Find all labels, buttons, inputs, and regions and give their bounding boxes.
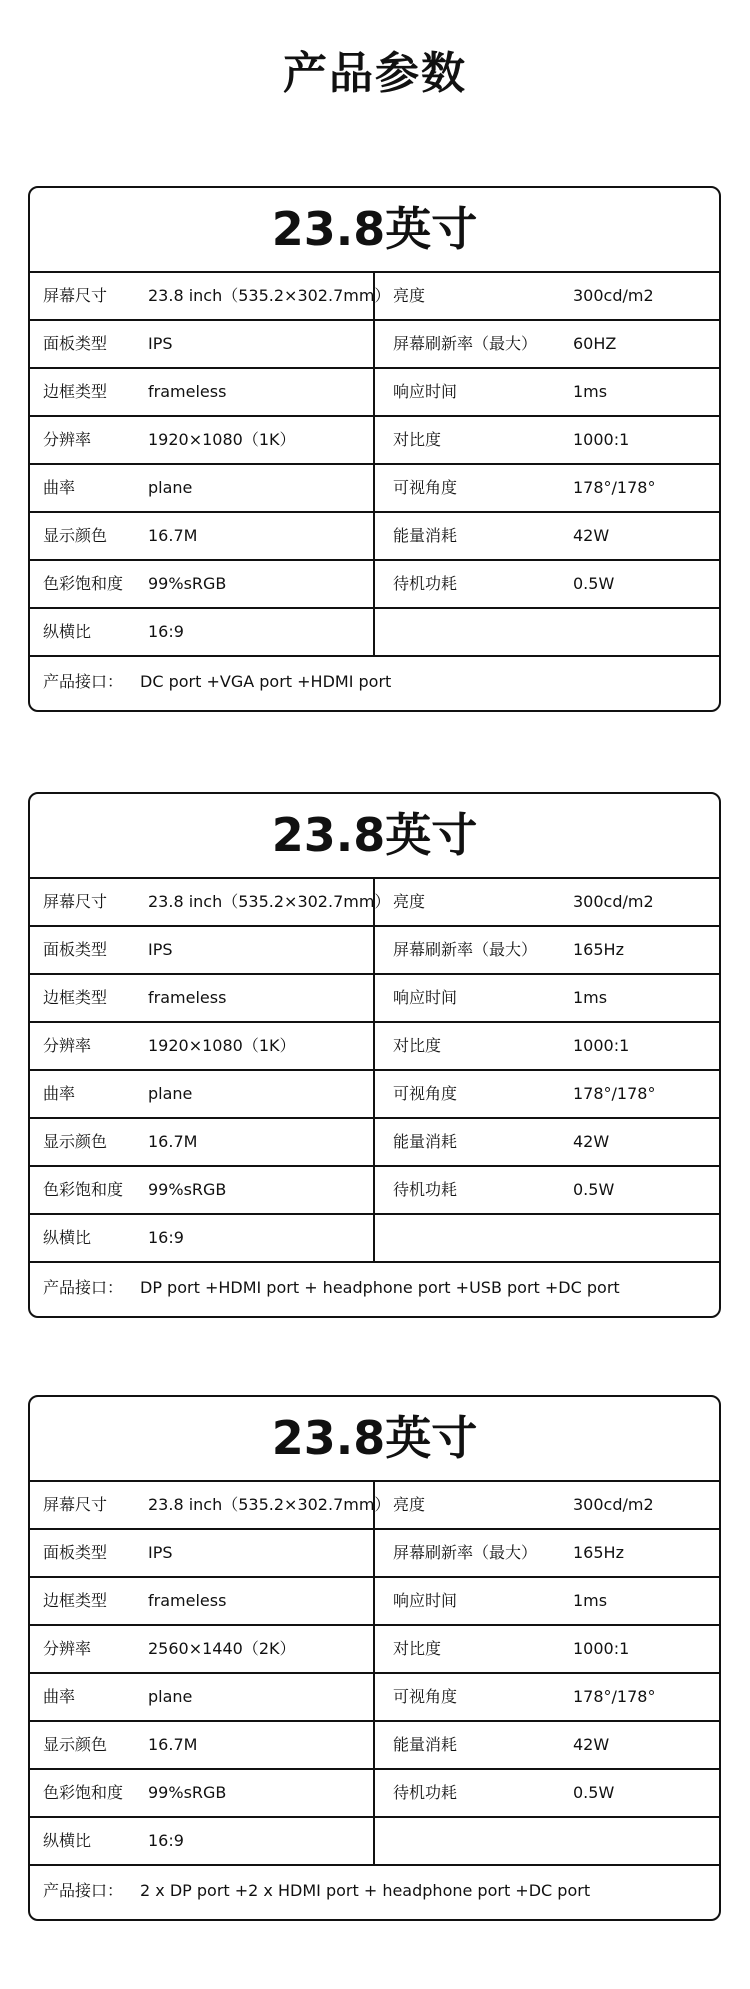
spec-value: 2560×1440（2K） <box>148 1639 296 1658</box>
spec-label: 色彩饱和度 <box>43 1180 124 1199</box>
card-title: 23.8英寸 <box>30 794 719 879</box>
spec-value: 0.5W <box>573 1180 615 1199</box>
spec-value: plane <box>148 1084 193 1103</box>
spec-label: 可视角度 <box>393 1687 458 1706</box>
spec-label: 能量消耗 <box>393 1735 458 1754</box>
spec-row <box>30 609 719 657</box>
ports-value: DC port +VGA port +HDMI port <box>140 672 392 691</box>
spec-value: plane <box>148 1687 193 1706</box>
spec-label: 边框类型 <box>43 988 108 1007</box>
ports-row <box>30 657 719 712</box>
spec-value: 99%sRGB <box>148 1180 227 1199</box>
spec-value: 1ms <box>573 1591 608 1610</box>
spec-value: 23.8 inch（535.2×302.7mm） <box>148 1495 391 1514</box>
spec-label: 纵横比 <box>43 622 92 641</box>
spec-label: 屏幕尺寸 <box>43 286 108 305</box>
spec-row <box>30 975 719 1023</box>
spec-label: 色彩饱和度 <box>43 574 124 593</box>
spec-value: 300cd/m2 <box>573 892 654 911</box>
spec-row <box>30 513 719 561</box>
ports-row <box>30 1263 719 1318</box>
spec-label: 响应时间 <box>393 1591 458 1610</box>
spec-value: frameless <box>148 988 227 1007</box>
spec-label: 可视角度 <box>393 1084 458 1103</box>
page-title: 产品参数 <box>283 48 467 99</box>
spec-label: 曲率 <box>43 478 76 497</box>
spec-row <box>30 1626 719 1674</box>
spec-label: 纵横比 <box>43 1228 92 1247</box>
spec-label: 对比度 <box>393 1036 442 1055</box>
spec-label: 曲率 <box>43 1687 76 1706</box>
ports-value: 2 x DP port +2 x HDMI port + headphone port +DC port <box>140 1881 591 1900</box>
spec-label: 曲率 <box>43 1084 76 1103</box>
spec-row <box>30 1023 719 1071</box>
spec-label: 屏幕刷新率（最大） <box>393 940 538 959</box>
spec-row <box>30 1215 719 1263</box>
spec-card <box>28 792 721 1318</box>
spec-value: 1000:1 <box>573 1639 630 1658</box>
spec-value: 42W <box>573 1132 610 1151</box>
card-title: 23.8英寸 <box>30 1397 719 1482</box>
spec-label: 分辨率 <box>43 430 92 449</box>
spec-value: 16:9 <box>148 1228 184 1247</box>
spec-row <box>30 1482 719 1530</box>
spec-row <box>30 927 719 975</box>
spec-row <box>30 369 719 417</box>
spec-label: 显示颜色 <box>43 1735 108 1754</box>
spec-label: 边框类型 <box>43 382 108 401</box>
spec-label: 屏幕尺寸 <box>43 892 108 911</box>
spec-label: 边框类型 <box>43 1591 108 1610</box>
card-title: 23.8英寸 <box>30 188 719 273</box>
spec-label: 响应时间 <box>393 988 458 1007</box>
spec-value: 1ms <box>573 988 608 1007</box>
spec-value: frameless <box>148 1591 227 1610</box>
spec-label: 对比度 <box>393 1639 442 1658</box>
spec-row <box>30 561 719 609</box>
spec-value: 178°/178° <box>573 1084 656 1103</box>
spec-value: IPS <box>148 940 173 959</box>
spec-value: 60HZ <box>573 334 617 353</box>
ports-label: 产品接口： <box>43 672 124 691</box>
spec-row <box>30 1674 719 1722</box>
ports-label: 产品接口： <box>43 1278 124 1297</box>
spec-label: 能量消耗 <box>393 1132 458 1151</box>
spec-value: 165Hz <box>573 1543 624 1562</box>
spec-row <box>30 1722 719 1770</box>
spec-value: 0.5W <box>573 574 615 593</box>
spec-value: 178°/178° <box>573 478 656 497</box>
spec-label: 可视角度 <box>393 478 458 497</box>
ports-label: 产品接口： <box>43 1881 124 1900</box>
spec-label: 能量消耗 <box>393 526 458 545</box>
spec-label: 显示颜色 <box>43 1132 108 1151</box>
spec-value: 178°/178° <box>573 1687 656 1706</box>
spec-value: 0.5W <box>573 1783 615 1802</box>
spec-label: 对比度 <box>393 430 442 449</box>
spec-value: 1920×1080（1K） <box>148 430 296 449</box>
spec-value: 165Hz <box>573 940 624 959</box>
spec-value: frameless <box>148 382 227 401</box>
spec-label: 纵横比 <box>43 1831 92 1850</box>
spec-value: 16.7M <box>148 1132 198 1151</box>
spec-value: IPS <box>148 334 173 353</box>
spec-row <box>30 273 719 321</box>
spec-card <box>28 186 721 712</box>
spec-value: 99%sRGB <box>148 1783 227 1802</box>
spec-label: 显示颜色 <box>43 526 108 545</box>
spec-value: 16.7M <box>148 1735 198 1754</box>
spec-label: 分辨率 <box>43 1639 92 1658</box>
spec-label: 亮度 <box>393 286 426 305</box>
spec-row <box>30 1071 719 1119</box>
spec-value: 300cd/m2 <box>573 286 654 305</box>
spec-value: 1920×1080（1K） <box>148 1036 296 1055</box>
spec-row <box>30 1770 719 1818</box>
spec-value: 1000:1 <box>573 1036 630 1055</box>
spec-value: 1000:1 <box>573 430 630 449</box>
spec-row <box>30 879 719 927</box>
spec-label: 面板类型 <box>43 1543 108 1562</box>
spec-label: 面板类型 <box>43 334 108 353</box>
spec-value: IPS <box>148 1543 173 1562</box>
spec-row <box>30 417 719 465</box>
spec-card <box>28 1395 721 1921</box>
spec-value: 23.8 inch（535.2×302.7mm） <box>148 286 391 305</box>
spec-label: 亮度 <box>393 892 426 911</box>
spec-label: 待机功耗 <box>393 574 458 593</box>
spec-value: 99%sRGB <box>148 574 227 593</box>
spec-row <box>30 1167 719 1215</box>
spec-label: 待机功耗 <box>393 1180 458 1199</box>
spec-row <box>30 465 719 513</box>
ports-row <box>30 1866 719 1921</box>
spec-label: 屏幕刷新率（最大） <box>393 334 538 353</box>
spec-row <box>30 321 719 369</box>
spec-value: 23.8 inch（535.2×302.7mm） <box>148 892 391 911</box>
spec-row <box>30 1818 719 1866</box>
spec-value: 16.7M <box>148 526 198 545</box>
spec-value: 42W <box>573 1735 610 1754</box>
spec-label: 响应时间 <box>393 382 458 401</box>
spec-label: 亮度 <box>393 1495 426 1514</box>
spec-label: 待机功耗 <box>393 1783 458 1802</box>
spec-value: 1ms <box>573 382 608 401</box>
spec-value: plane <box>148 478 193 497</box>
spec-row <box>30 1119 719 1167</box>
spec-label: 色彩饱和度 <box>43 1783 124 1802</box>
spec-value: 16:9 <box>148 622 184 641</box>
spec-value: 42W <box>573 526 610 545</box>
spec-label: 屏幕尺寸 <box>43 1495 108 1514</box>
spec-value: 16:9 <box>148 1831 184 1850</box>
spec-label: 面板类型 <box>43 940 108 959</box>
spec-row <box>30 1530 719 1578</box>
spec-row <box>30 1578 719 1626</box>
spec-label: 屏幕刷新率（最大） <box>393 1543 538 1562</box>
spec-label: 分辨率 <box>43 1036 92 1055</box>
spec-value: 300cd/m2 <box>573 1495 654 1514</box>
ports-value: DP port +HDMI port + headphone port +USB port +DC port <box>140 1278 620 1297</box>
